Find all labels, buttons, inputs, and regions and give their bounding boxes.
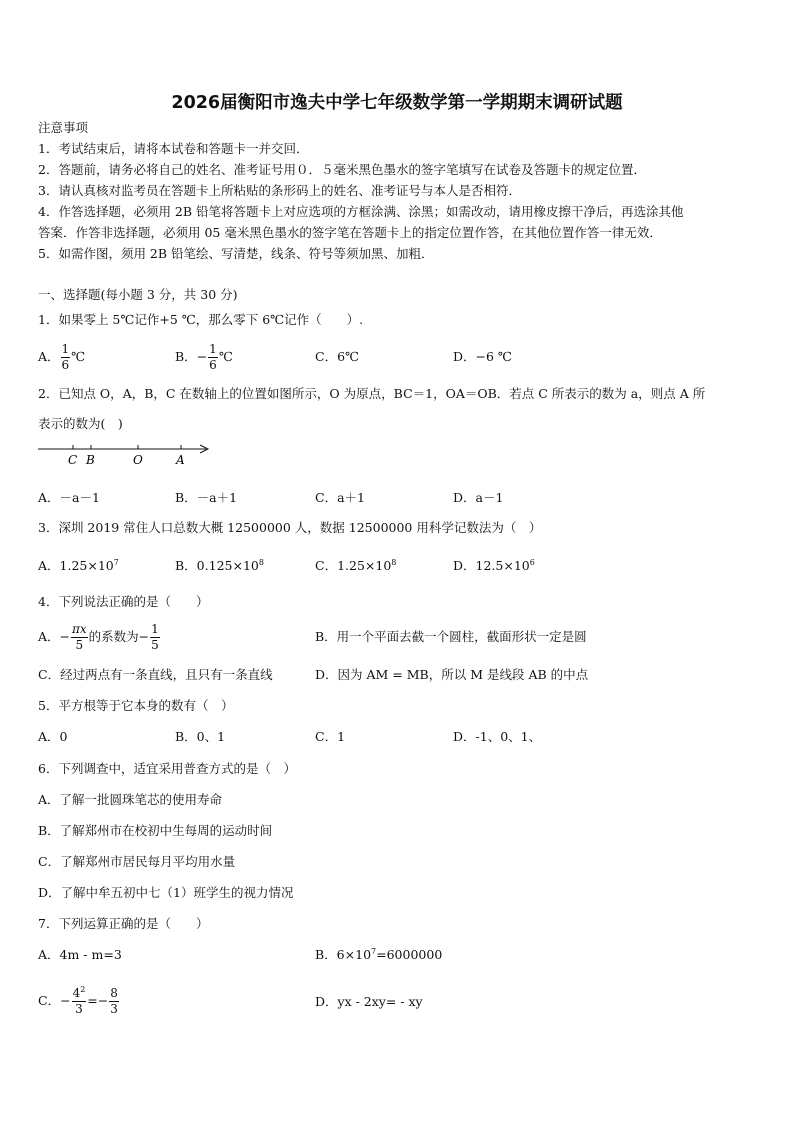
number-line-diagram: [36, 438, 216, 468]
q2-option-a: A．－a－1: [38, 490, 100, 505]
notes-heading: 注意事项: [38, 120, 89, 135]
q4-stem: 4．下列说法正确的是（ ）: [38, 594, 209, 609]
label-o: O: [133, 453, 143, 467]
page-title: 2026届衡阳市逸夫中学七年级数学第一学期期末调研试题: [171, 93, 623, 113]
q7-stem: 7．下列运算正确的是（ ）: [38, 916, 209, 931]
q1-option-c: C．6℃: [315, 349, 360, 364]
q4-a-fraction: $\frac{\pi x}{5}$: [72, 622, 87, 652]
q4-option-c: C．经过两点有一条直线，且只有一条直线: [38, 667, 273, 682]
q4-option-a: A．− $\frac{\pi x}{5}$ 的系数为− $\frac{1}{5}$: [38, 622, 159, 652]
q2-option-d: D．a－1: [453, 490, 504, 505]
q5-option-d: D．-1、0、1、: [453, 729, 542, 744]
q1-a-fraction: $\frac{1}{6}$: [61, 342, 70, 372]
q7-option-b: B．$6\times 10^7=6000000$: [315, 946, 443, 962]
note-4b: 答案．作答非选择题，必须用 05 毫米黑色墨水的签字笔在答题卡上的指定位置作答，在其他位置作答一律无效．: [38, 225, 662, 240]
q4-option-b: B．用一个平面去截一个圆柱，截面形状一定是圆: [315, 629, 587, 644]
q6-option-c: C．了解郑州市居民每月平均用水量: [38, 854, 236, 869]
q1-option-a: A． $\frac{1}{6}$ ℃: [38, 342, 86, 372]
q5-stem: 5．平方根等于它本身的数有（ ）: [38, 698, 234, 713]
q2-option-c: C．a＋1: [315, 490, 365, 505]
q3-option-d: D．$12.5\times 10^6$: [453, 557, 535, 573]
q7-option-d: D．yx - 2xy= - xy: [315, 994, 423, 1009]
label-c: C: [68, 453, 78, 467]
q7-c-fraction-2: $\frac{8}{3}$: [110, 986, 118, 1016]
q5-option-a: A．0: [38, 729, 68, 744]
section-heading: 一、选择题(每小题 3 分，共 30 分): [38, 287, 238, 302]
q1-stem: 1．如果零上 5℃记作+5 ℃，那么零下 6℃记作（ ）.: [38, 312, 364, 327]
q6-stem: 6．下列调查中，适宜采用普查方式的是（ ）: [38, 761, 296, 776]
note-2: 2．答题前，请务必将自己的姓名、准考证号用０．５毫米黑色墨水的签字笔填写在试卷及答题卡的规定位置．: [38, 162, 646, 177]
q5-option-c: C．1: [315, 729, 346, 744]
q6-option-b: B．了解郑州市在校初中生每周的运动时间: [38, 823, 273, 838]
label-b: B: [86, 453, 95, 467]
q1-option-d: D．−6 ℃: [453, 349, 512, 364]
q5-option-b: B．0、1: [175, 729, 226, 744]
q7-option-c: C．− $\frac{4^2}{3}$ =− $\frac{8}{3}$: [38, 985, 118, 1016]
q2-option-b: B．－a＋1: [175, 490, 238, 505]
q4-option-d: D．因为 AM = MB，所以 M 是线段 AB 的中点: [315, 667, 589, 682]
q4-a-fraction-2: $\frac{1}{5}$: [151, 622, 159, 652]
q3-stem: 3．深圳 2019 常住人口总数大概 12500000 人，数据 12500000 用科学记数法为（ ）: [38, 520, 542, 535]
q1-option-b: B．− $\frac{1}{6}$ ℃: [175, 342, 233, 372]
note-5: 5．如需作图，须用 2B 铅笔绘、写清楚，线条、符号等须加黑、加粗．: [38, 246, 434, 261]
q7-c-fraction: $\frac{4^2}{3}$: [72, 985, 86, 1016]
q3-option-b: B．$0.125\times 10^8$: [175, 557, 264, 573]
note-1: 1．考试结束后，请将本试卷和答题卡一并交回．: [38, 141, 309, 156]
q3-option-a: A．$1.25\times 10^7$: [38, 557, 119, 573]
q2-stem-line1: 2．已知点 O，A，B，C 在数轴上的位置如图所示，O 为原点，BC＝1，OA＝OB．若点 C 所表示的数为 a，则点 A 所: [38, 386, 706, 401]
q6-option-d: D．了解中牟五初中七（1）班学生的视力情况: [38, 885, 294, 900]
label-a: A: [176, 453, 185, 467]
note-3: 3．请认真核对监考员在答题卡上所粘贴的条形码上的姓名、准考证号与本人是否相符．: [38, 183, 521, 198]
q2-stem-line2: 表示的数为( ): [38, 416, 123, 431]
q6-option-a: A．了解一批圆珠笔芯的使用寿命: [38, 792, 223, 807]
note-4a: 4．作答选择题，必须用 2B 铅笔将答题卡上对应选项的方框涂满、涂黑；如需改动，请用橡皮擦干净后，再选涂其他: [38, 204, 684, 219]
q3-option-c: C．$1.25\times 10^8$: [315, 557, 397, 573]
q1-b-fraction: $\frac{1}{6}$: [209, 342, 217, 372]
q7-option-a: A．4m - m=3: [38, 947, 122, 962]
